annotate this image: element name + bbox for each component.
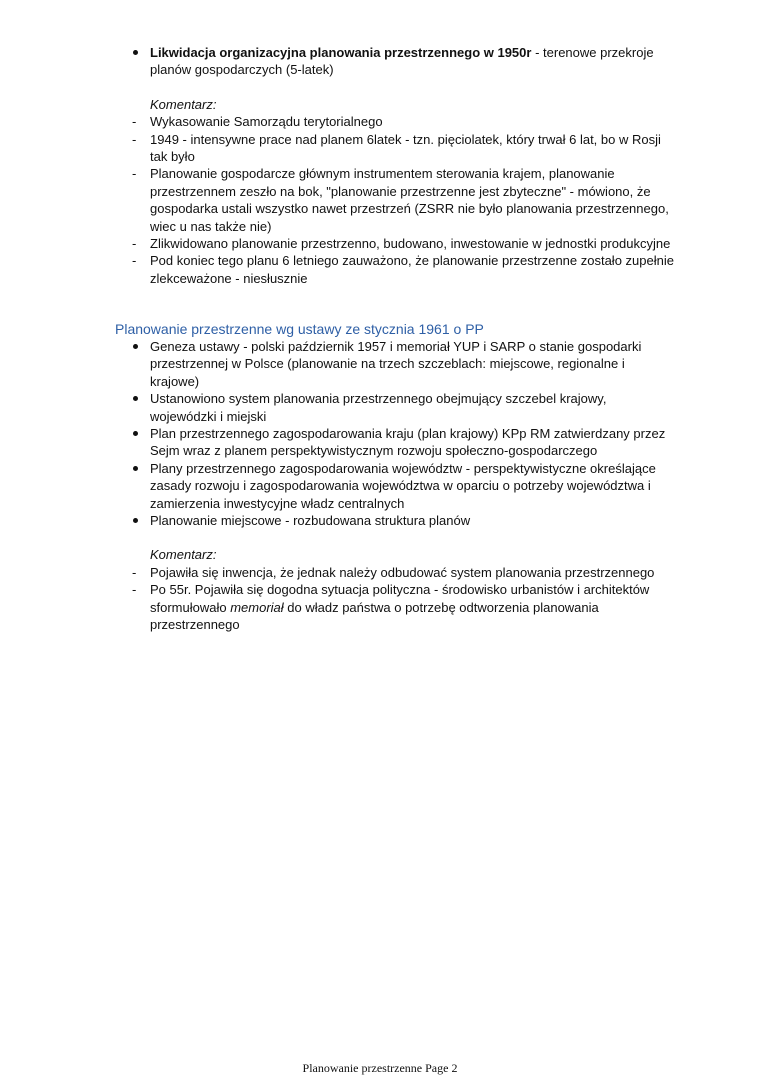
page-footer: Planowanie przestrzenne Page 2 (302, 1061, 458, 1075)
dash-item-text-italic: memoriał (230, 599, 284, 615)
list-item: - Planowanie gospodarcze głównym instrumentem sterowania krajem, planowanie przestrzennem zeszło na bok, "planowanie przestrzenne jest zbyteczne" - mówiono, że gospodarka ustali wszystko nawet przestrzeń (ZSRR nie było planowania przestrzennego, wiec u nas także nie) (132, 166, 669, 234)
bullet-text: - terenowe przekroje planów gospodarczych (5-latek) (150, 45, 654, 78)
dash-item-text: Pod koniec tego planu 6 letniego zauważono, że planowanie przestrzenne zostało zupełnie zlekceważone - niesłusznie (150, 253, 674, 286)
dash-item-text: 1949 - intensywne prace nad planem 6latek - tzn. pięciolatek, który trwał 6 lat, bo w Rosji tak było (150, 131, 661, 165)
list-item (130, 425, 675, 460)
section-2 (130, 338, 675, 634)
comment-label: Komentarz: (150, 96, 217, 112)
bullet-text: Ustanowiono system planowania przestrzennego obejmujący szczebel krajowy, wojewódzki i miejski (150, 391, 607, 424)
list-item (130, 390, 675, 425)
dash-item-text-before: Po 55r. Pojawiła się dogodna sytuacja polityczna - środowisko urbanistów i architektów sformułowało (150, 582, 650, 615)
bullet-text: Geneza ustawy - polski październik 1957 i memoriał YUP i SARP o stanie gospodarki przestrzennej w Polsce (planowanie na trzech szczeblach: miejscowe, regionalne i krajowe) (150, 339, 642, 389)
bullet-text: Planowanie miejscowe - rozbudowana struktura planów (150, 513, 471, 529)
dash-item-text: Zlikwidowano planowanie przestrzenno, budowano, inwestowanie w jednostki produkcyjne (150, 236, 671, 252)
comment-label: Komentarz: (150, 547, 217, 563)
bullet-text: Plan przestrzennego zagospodarowania kraju (plan krajowy) KPp RM zatwierdzany przez Sejm wraz z planem perspektywistycznym rozwoju społeczno-gospodarczego (150, 426, 666, 459)
list-item (130, 512, 675, 529)
list-item: - Wykasowanie Samorządu terytorialnego (132, 114, 383, 130)
dash-item-text: Pojawiła się inwencja, że jednak należy odbudować system planowania przestrzennego (150, 564, 655, 580)
list-item: - 1949 - intensywne prace nad planem 6latek - tzn. pięciolatek, który trwał 6 lat, bo w Rosji tak było (132, 131, 661, 165)
bullet-bold-text: Likwidacja organizacyjna planowania przestrzennego w 1950r (150, 45, 532, 60)
list-item: - Pod koniec tego planu 6 letniego zauważono, że planowanie przestrzenne zostało zupełnie zlekceważone - niesłusznie (132, 253, 674, 286)
section-1 (130, 44, 675, 287)
dash-item-text-after: do władz państwa o potrzebę odtworzenia planowania przestrzennego (150, 599, 599, 633)
list-item: - Po 55r. Pojawiła się dogodna sytuacja polityczna - środowisko urbanistów i architektów sformułowało memoriał do władz państwa o potrzebę odtworzenia planowania przestrzennego (132, 582, 650, 633)
list-item (130, 460, 675, 512)
list-item (130, 338, 675, 390)
dash-item-text: Planowanie gospodarcze głównym instrumentem sterowania krajem, planowanie przestrzennem zeszło na bok, "planowanie przestrzenne jest zbyteczne" - mówiono, że gospodarka ustali wszystko nawet przestrzeń (ZSRR nie było planowania przestrzennego, wiec u nas także nie) (150, 166, 669, 234)
section-heading: Planowanie przestrzenne wg ustawy ze stycznia 1961 o PP (115, 321, 484, 337)
dash-item-text: Wykasowanie Samorządu terytorialnego (150, 114, 383, 130)
list-item: - Zlikwidowano planowanie przestrzenno, budowano, inwestowanie w jednostki produkcyjne (132, 236, 671, 252)
list-item (130, 44, 675, 79)
list-item: - Pojawiła się inwencja, że jednak należy odbudować system planowania przestrzennego (132, 564, 655, 580)
bullet-text: Plany przestrzennego zagospodarowania województw - perspektywistyczne określające zasady rozwoju i zagospodarowania województwa w oparciu o potrzeby województwa i zamierzenia inwestycyjne władz centralnych (150, 460, 656, 511)
